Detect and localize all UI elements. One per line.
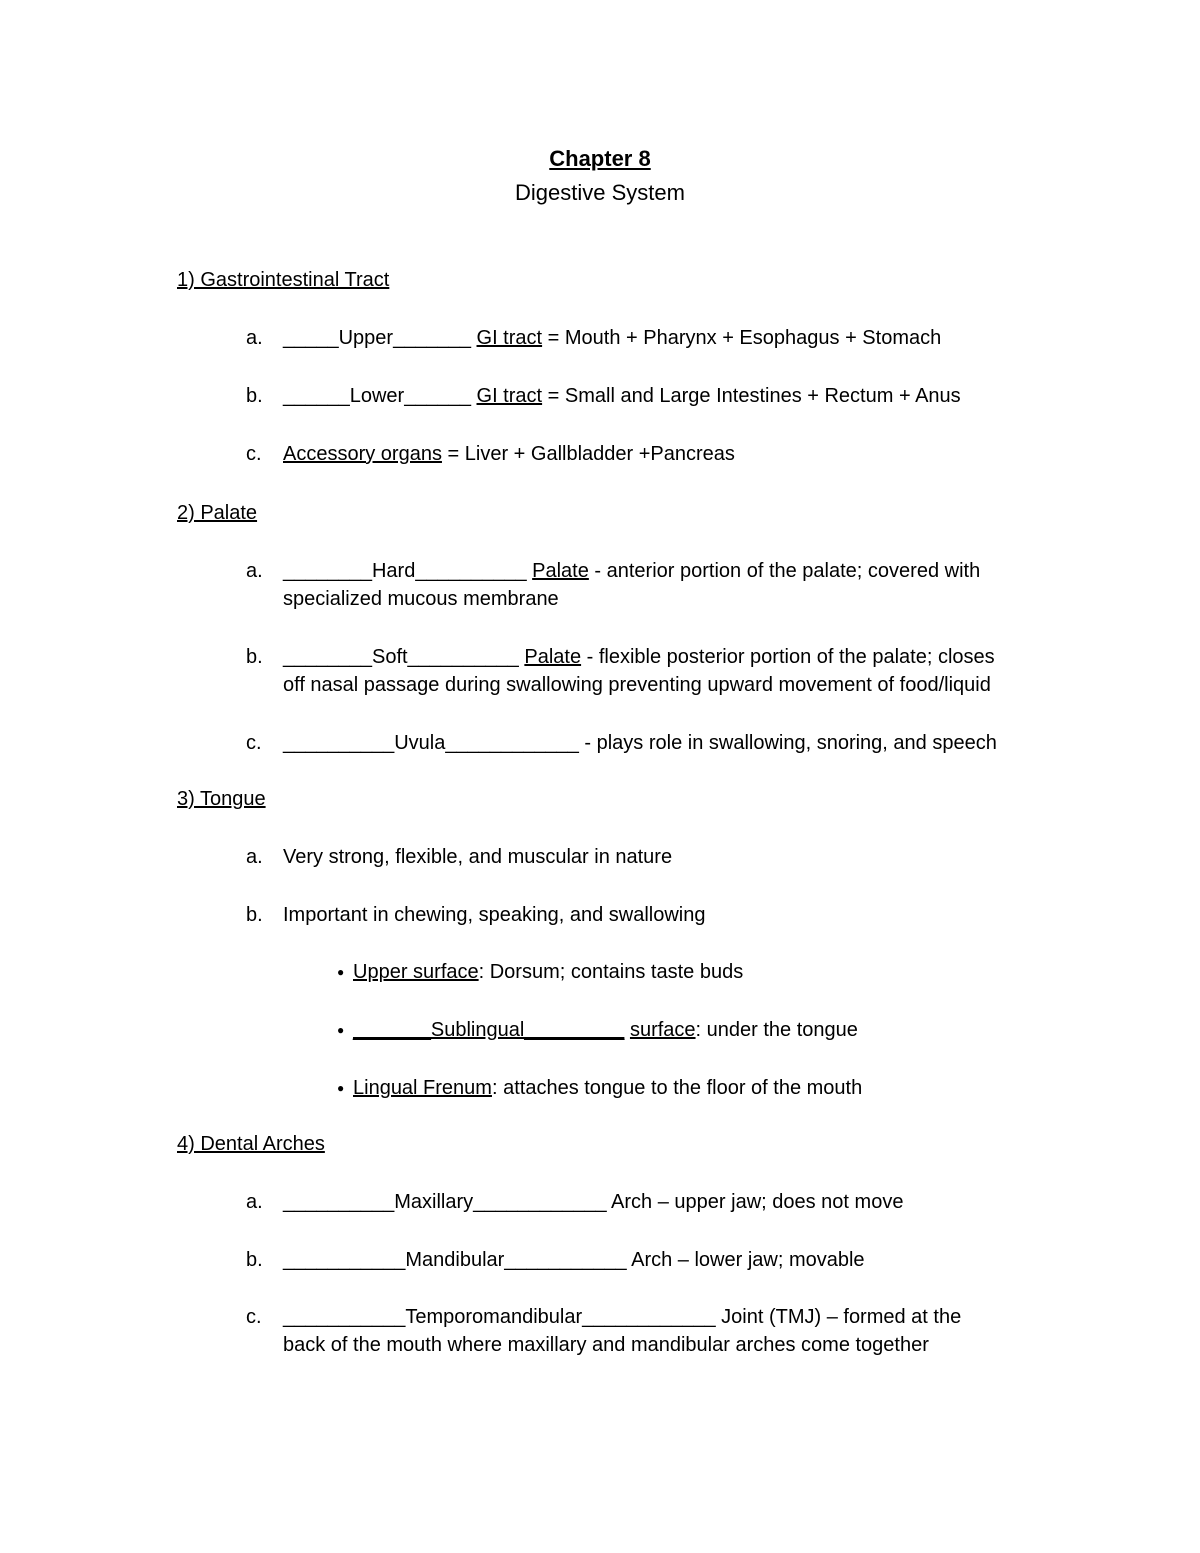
item-label: a. <box>246 846 263 868</box>
section-1-heading: 1) Gastrointestinal Tract <box>177 269 390 291</box>
item-1c: Accessory organs = Liver + Gallbladder +Pancreas <box>283 443 735 465</box>
bullet-sublingual: _______Sublingual_________ surface: under the tongue <box>353 1019 858 1041</box>
item-label: a. <box>246 327 263 349</box>
section-2-heading: 2) Palate <box>177 502 258 524</box>
item-label: c. <box>246 732 262 754</box>
bullet-upper-surface: Upper surface: Dorsum; contains taste buds <box>353 961 744 983</box>
item-label: b. <box>246 1249 263 1271</box>
chapter-subtitle: Digestive System <box>515 180 685 205</box>
item-label: b. <box>246 904 263 926</box>
item-2b-cont: off nasal passage during swallowing preventing upward movement of food/liquid <box>283 674 991 696</box>
item-2b: ________Soft__________ Palate - flexible posterior portion of the palate; closes <box>283 646 995 668</box>
item-4c: ___________Temporomandibular____________ Joint (TMJ) – formed at the <box>283 1306 962 1328</box>
item-label: b. <box>246 646 263 668</box>
item-1b: ______Lower______ GI tract = Small and Large Intestines + Rectum + Anus <box>283 385 961 407</box>
bullet-icon: ● <box>337 965 345 979</box>
item-3b: Important in chewing, speaking, and swallowing <box>283 904 706 926</box>
item-label: c. <box>246 1306 262 1328</box>
item-4c-cont: back of the mouth where maxillary and mandibular arches come together <box>283 1334 929 1356</box>
section-4-heading: 4) Dental Arches <box>177 1133 325 1155</box>
bullet-lingual-frenum: Lingual Frenum: attaches tongue to the floor of the mouth <box>353 1077 863 1099</box>
item-4a: __________Maxillary____________ Arch – upper jaw; does not move <box>283 1191 904 1213</box>
item-label: a. <box>246 560 263 582</box>
item-2a: ________Hard__________ Palate - anterior portion of the palate; covered with <box>283 560 981 582</box>
item-1a: _____Upper_______ GI tract = Mouth + Pharynx + Esophagus + Stomach <box>283 327 942 349</box>
item-3a: Very strong, flexible, and muscular in nature <box>283 846 673 868</box>
bullet-icon: ● <box>337 1023 345 1037</box>
bullet-icon: ● <box>337 1081 345 1095</box>
section-3-heading: 3) Tongue <box>177 788 266 810</box>
item-label: a. <box>246 1191 263 1213</box>
item-label: c. <box>246 443 262 465</box>
item-2a-cont: specialized mucous membrane <box>283 588 559 610</box>
item-label: b. <box>246 385 263 407</box>
item-2c: __________Uvula____________ - plays role in swallowing, snoring, and speech <box>283 732 997 754</box>
chapter-title: Chapter 8 <box>549 146 651 171</box>
item-4b: ___________Mandibular___________ Arch – lower jaw; movable <box>283 1249 865 1271</box>
